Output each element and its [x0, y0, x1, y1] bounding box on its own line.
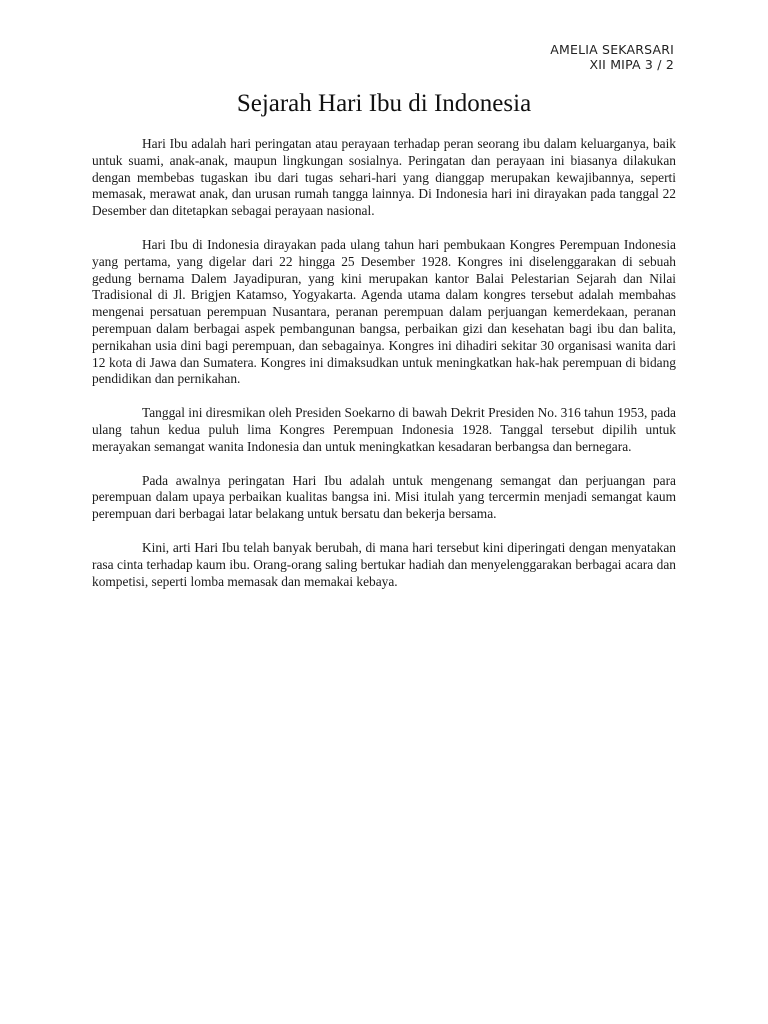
class-page-label: XII MIPA 3 / 2: [589, 57, 674, 72]
paragraph-4: Pada awalnya peringatan Hari Ibu adalah untuk mengenang semangat dan perjuangan para perempuan dalam upaya perbaikan kualitas bangsa ini. Misi itulah yang tercermin menjadi semangat kaum perempuan dari berbagai latar belakang untuk bersatu dan bekerja bersama.: [92, 472, 676, 522]
paragraph-1: Hari Ibu adalah hari peringatan atau perayaan terhadap peran seorang ibu dalam keluarganya, baik untuk suami, anak-anak, maupun lingkungan sosialnya. Peringatan dan perayaan ini biasanya dilakukan dengan membebas tugaskan ibu dari tugas sehari-hari yang dianggap merupakan kewajibannya, seperti memasak, merawat anak, dan urusan rumah tangga lainnya. Di Indonesia hari ini dirayakan pada tanggal 22 Desember dan ditetapkan sebagai perayaan nasional.: [92, 136, 676, 219]
paragraph-3: Tanggal ini diresmikan oleh Presiden Soekarno di bawah Dekrit Presiden No. 316 tahun 1953, pada ulang tahun kedua puluh lima Kongres Perempuan Indonesia 1928. Tanggal tersebut dipilih untuk merayakan semangat wanita Indonesia dan untuk meningkatkan kesadaran berbangsa dan bernegara.: [92, 405, 676, 454]
document-body: [92, 136, 676, 607]
page-title: Sejarah Hari Ibu di Indonesia: [236, 90, 532, 117]
paragraph-2: Hari Ibu di Indonesia dirayakan pada ulang tahun hari pembukaan Kongres Perempuan Indonesia yang pertama, yang digelar dari 22 hingga 25 Desember 1928. Kongres ini diselenggarakan di sebuah gedung bernama Dalem Jayadipuran, yang kini merupakan kantor Balai Pelestarian Sejarah dan Nilai Tradisional di Jl. Brigjen Katamso, Yogyakarta. Agenda utama dalam kongres tersebut adalah membahas mengenai persatuan perempuan Nusantara, peranan perempuan dalam perjuangan kemerdekaan, peranan perempuan dalam berbagai aspek pembangunan bangsa, perbaikan gizi dan kesehatan bagi ibu dan balita, pernikahan usia dini bagi perempuan, dan sebagainya. Kongres ini dihadiri sekitar 30 organisasi wanita dari 12 kota di Jawa dan Sumatera. Kongres ini dimaksudkan untuk meningkatkan hak-hak perempuan di bidang pendidikan dan pernikahan.: [92, 236, 676, 387]
paragraph-5: Kini, arti Hari Ibu telah banyak berubah, di mana hari tersebut kini diperingati dengan menyatakan rasa cinta terhadap kaum ibu. Orang-orang saling bertukar hadiah dan menyelenggarakan berbagai acara dan kompetisi, seperti lomba memasak dan memakai kebaya.: [92, 539, 676, 589]
document-header: [550, 42, 674, 72]
author-name: AMELIA SEKARSARI: [550, 42, 674, 57]
